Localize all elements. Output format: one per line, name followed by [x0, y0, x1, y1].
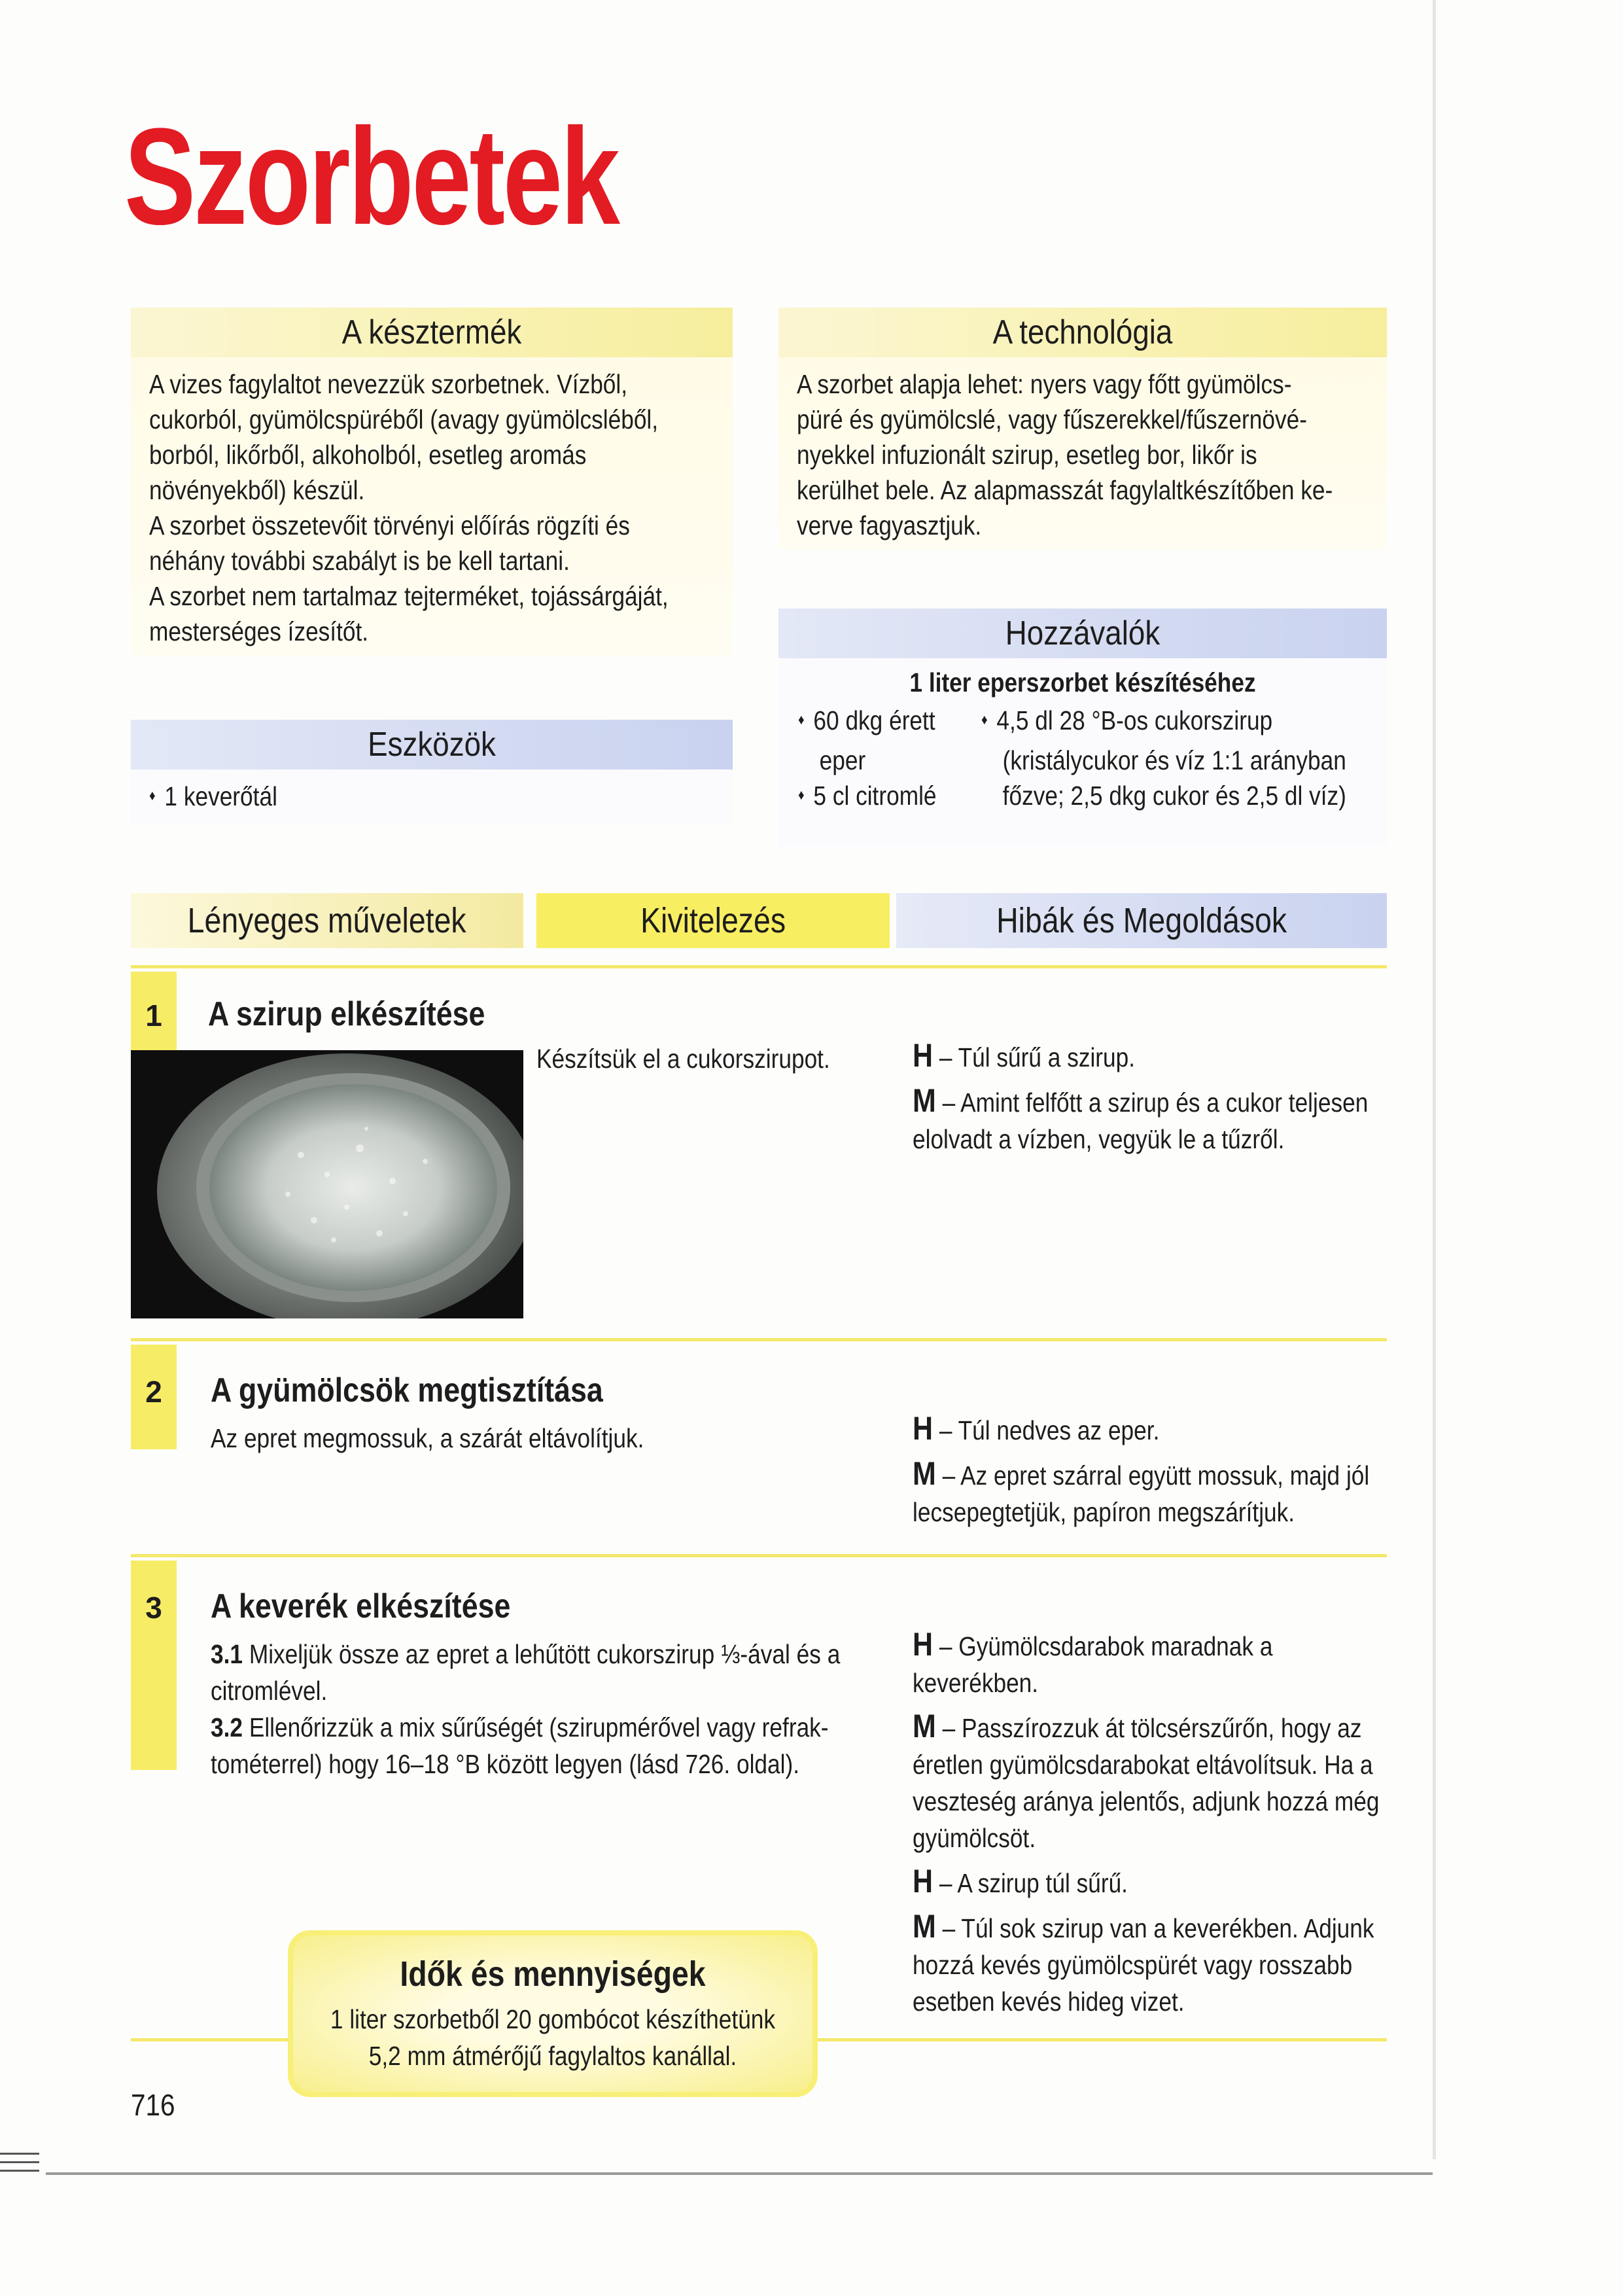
syrup-pot-image: [131, 1050, 523, 1318]
text-line: verve fagyasztjuk.: [797, 510, 982, 540]
text-line: növényekből) készül.: [149, 475, 365, 505]
text-line: püré és gyümölcslé, vagy fűszerekkel/fűszernövé-: [797, 404, 1307, 434]
times-quantities-box: [288, 1930, 818, 2097]
step-text: Készítsük el a cukorszirupot.: [536, 1044, 830, 1074]
ingredient-item-cont: főzve; 2,5 dkg cukor és 2,5 dl víz): [1002, 781, 1346, 811]
tools-heading-bar: [131, 720, 733, 769]
divider: [131, 965, 1387, 968]
solution-letter: M: [913, 1708, 936, 1744]
times-quantities-title: Idők és mennyiségek: [400, 1954, 706, 1994]
execution-header: Kivitelezés: [536, 893, 890, 948]
substep-text: Ellenőrizzük a mix sűrűségét (szirupmérővel vagy refrak-tométerrel) hogy 16–18 °B között legyen (lásd 726. oldal).: [211, 1712, 829, 1779]
ingredients-columns: [792, 703, 1374, 847]
substep-text: Mixeljük össze az epret a lehűtött cukorszirup ⅓-ával és a citromlével.: [211, 1639, 841, 1706]
text-line: cukorból, gyümölcspüréből (avagy gyümölcsléből,: [149, 404, 659, 434]
divider: [131, 1554, 1387, 1557]
text-line: kerülhet bele. Az alapmasszát fagylaltkészítőben ke-: [797, 475, 1333, 505]
ingredients-box: [778, 609, 1387, 854]
errors-solutions-3: [913, 1626, 1397, 2026]
text-line: borból, likőrből, alkoholból, esetleg aromás: [149, 440, 587, 470]
finished-product-heading: A késztermék: [341, 313, 522, 351]
text-line: nyekkel infuzionált szirup, esetleg bor, likőr is: [797, 440, 1257, 470]
ingredients-heading: Hozzávalók: [1005, 614, 1161, 652]
solution-letter: M: [913, 1908, 936, 1945]
technology-text: [778, 357, 1387, 550]
solution-text: – Túl sok szirup van a keverékben. Adjunk hozzá kevés gyümölcspürét vagy rosszabb esetben kevés hideg vizet.: [913, 1913, 1374, 2017]
error-letter: H: [913, 1863, 934, 1899]
ingredient-item-cont: eper: [819, 745, 866, 775]
bottom-rule: [46, 2172, 1433, 2175]
ingredient-item: 60 dkg érett: [813, 705, 935, 735]
step-title: A gyümölcsök megtisztítása: [211, 1371, 603, 1409]
syrup-photo: [131, 1050, 523, 1318]
error-letter: H: [913, 1037, 934, 1074]
errors-solutions-2: [913, 1410, 1384, 1537]
scan-marks: [0, 2153, 39, 2192]
text-line: néhány további szabályt is be kell tartani.: [149, 546, 570, 576]
tools-list: [131, 769, 733, 825]
essential-operations-header: Lényeges műveletek: [131, 893, 523, 948]
ingredient-item-cont: (kristálycukor és víz 1:1 arányban: [1002, 745, 1346, 775]
finished-product-heading-bar: [131, 308, 733, 357]
ingredient-item: 5 cl citromlé: [813, 781, 937, 811]
errors-solutions-1: [913, 1037, 1384, 1164]
page-number: 716: [131, 2088, 175, 2122]
ingredients-subtitle: 1 liter eperszorbet készítéséhez: [909, 667, 1256, 698]
text-line: mesterséges ízesítőt.: [149, 616, 369, 646]
solution-letter: M: [913, 1455, 936, 1492]
solution-text: – Passzírozzuk át tölcsérszűrőn, hogy az éretlen gyümölcsdarabokat eltávolítsuk. Ha a veszteség aránya jelentős, adjunk hozzá még gyümölcsöt.: [913, 1713, 1380, 1853]
technology-box: [778, 308, 1387, 599]
error-text: – A szirup túl sűrű.: [939, 1868, 1128, 1898]
ingredients-col-1: [798, 703, 994, 818]
ingredients-body: [778, 658, 1387, 847]
finished-product-box: [131, 308, 733, 671]
error-text: – Túl nedves az eper.: [939, 1415, 1160, 1445]
ingredients-heading-bar: [778, 609, 1387, 658]
step-title: A szirup elkészítése: [208, 995, 485, 1033]
finished-product-text: [131, 357, 733, 656]
text-line: A vizes fagylaltot nevezzük szorbetnek. Vízből,: [149, 369, 628, 399]
times-quantities-inner: [293, 1935, 812, 2092]
step-number: 3: [145, 1591, 162, 1625]
errors-solutions-header: Hibák és Megoldások: [896, 893, 1387, 948]
text-line: A szorbet összetevőit törvényi előírás rögzíti és: [149, 510, 630, 540]
error-text: – Gyümölcsdarabok maradnak a keverékben.: [913, 1631, 1273, 1698]
step-title: A keverék elkészítése: [211, 1587, 511, 1625]
text-line: A szorbet nem tartalmaz tejterméket, tojássárgáját,: [149, 581, 669, 611]
times-quantities-line: 5,2 mm átmérőjű fagylaltos kanállal.: [368, 2041, 737, 2071]
tool-item: ♦ 1 keverőtál: [149, 781, 277, 811]
technology-heading: A technológia: [992, 313, 1173, 351]
error-text: – Túl sűrű a szirup.: [939, 1042, 1136, 1072]
page-edge: [1433, 0, 1436, 2159]
text-line: A szorbet alapja lehet: nyers vagy főtt gyümölcs-: [797, 369, 1292, 399]
divider: [131, 1338, 1387, 1341]
step-number: 2: [145, 1375, 162, 1409]
solution-letter: M: [913, 1082, 936, 1119]
step-text: Az epret megmossuk, a szárát eltávolítjuk.: [211, 1423, 644, 1453]
solution-text: – Az epret szárral együtt mossuk, majd jól lecsepegtetjük, papíron megszárítjuk.: [913, 1460, 1370, 1527]
error-letter: H: [913, 1410, 934, 1447]
solution-text: – Amint felfőtt a szirup és a cukor teljesen elolvadt a vízben, vegyük le a tűzről.: [913, 1087, 1369, 1154]
error-letter: H: [913, 1626, 934, 1663]
page-title: Szorbetek: [124, 99, 618, 253]
ingredient-item: 4,5 dl 28 °B-os cukorszirup: [996, 705, 1273, 735]
step-number: 1: [145, 998, 162, 1033]
step-substeps: [211, 1636, 865, 1782]
substep-number: 3.2: [211, 1712, 243, 1742]
tools-box: [131, 720, 733, 838]
technology-heading-bar: [778, 308, 1387, 357]
ingredients-col-2: [981, 703, 1387, 813]
tools-heading: Eszközök: [368, 726, 496, 764]
times-quantities-line: 1 liter szorbetből 20 gombócot készíthetünk: [330, 2004, 776, 2034]
substep-number: 3.1: [211, 1639, 243, 1669]
